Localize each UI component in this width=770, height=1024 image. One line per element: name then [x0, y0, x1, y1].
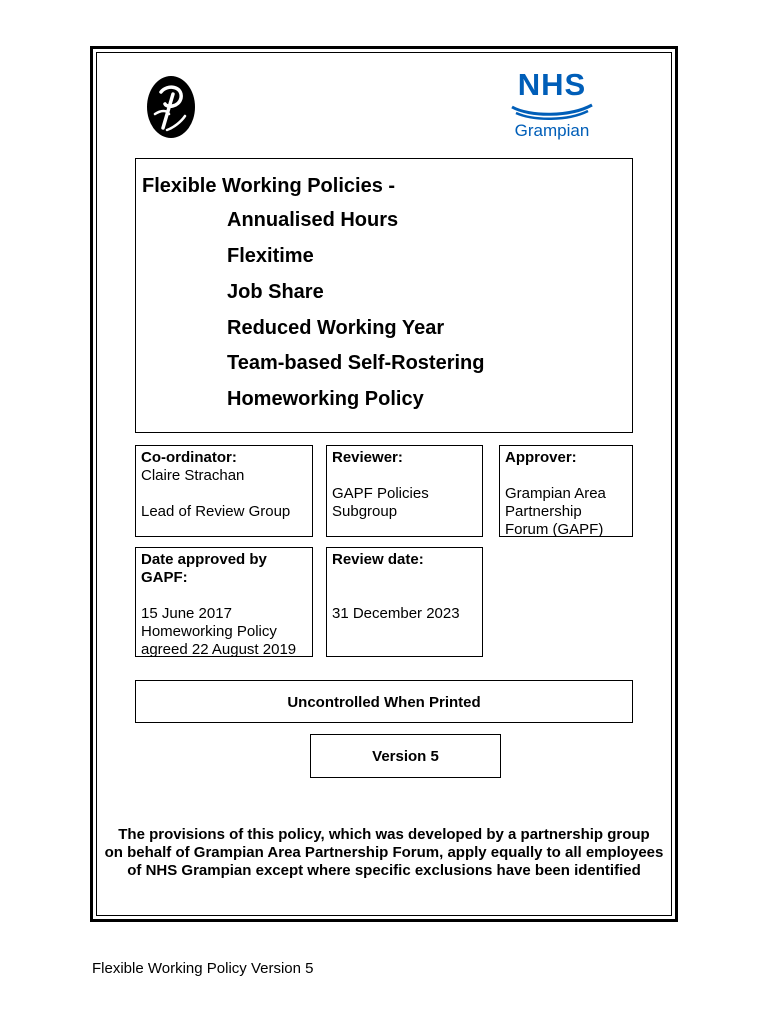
- reviewer-label: Reviewer:: [332, 449, 403, 466]
- provisions-line: of NHS Grampian except where specific exclusions have been identified: [127, 862, 641, 879]
- provisions-line: The provisions of this policy, which was developed by a partnership group: [118, 826, 650, 843]
- date-approved-label: Date approved by: [141, 551, 267, 568]
- reviewer-line: Subgroup: [332, 503, 398, 520]
- policy-title-item: Team-based Self-Rostering: [227, 352, 485, 374]
- review-date-value: 31 December 2023: [332, 605, 460, 622]
- date-approved-cell: [135, 547, 313, 657]
- policy-title-item: Flexitime: [227, 245, 314, 267]
- nhs-grampian-logo: [506, 67, 598, 147]
- page-footer: Flexible Working Policy Version 5: [92, 960, 314, 977]
- nhs-wave-icon: [510, 103, 594, 121]
- policy-title-item: Annualised Hours: [227, 209, 399, 231]
- policy-title-item: Homeworking Policy: [227, 388, 424, 410]
- uncontrolled-notice: Uncontrolled When Printed: [135, 680, 633, 723]
- date-approved-label: GAPF:: [141, 569, 188, 586]
- approver-label: Approver:: [505, 449, 577, 466]
- date-approved-value: 15 June 2017: [141, 605, 232, 622]
- coordinator-cell: [135, 445, 313, 537]
- coordinator-name: Claire Strachan: [141, 467, 245, 484]
- version-label: Version 5: [310, 734, 501, 778]
- nhs-logo-text: NHS: [517, 67, 587, 102]
- review-date-label: Review date:: [332, 551, 424, 568]
- policy-title-item: Reduced Working Year: [227, 317, 445, 339]
- coordinator-label: Co-ordinator:: [141, 449, 237, 466]
- provisions-statement: [96, 826, 672, 880]
- reviewer-cell: [326, 445, 483, 537]
- approver-line: Grampian Area: [505, 485, 606, 502]
- policy-title-item: Job Share: [227, 281, 324, 303]
- provisions-line: on behalf of Grampian Area Partnership Forum, apply equally to all employees: [104, 844, 664, 861]
- date-approved-value: agreed 22 August 2019: [141, 641, 297, 658]
- approver-line: Partnership: [505, 503, 582, 520]
- policy-title-box: [135, 158, 633, 433]
- coordinator-role: Lead of Review Group: [141, 503, 291, 520]
- date-approved-value: Homeworking Policy: [141, 623, 277, 640]
- reviewer-line: GAPF Policies: [332, 485, 429, 502]
- policy-title-heading: Flexible Working Policies -: [142, 175, 396, 197]
- stylised-p-logo-icon: [145, 74, 197, 140]
- nhs-logo-subtitle: Grampian: [514, 121, 590, 140]
- approver-cell: [499, 445, 633, 537]
- review-date-cell: [326, 547, 483, 657]
- approver-line: Forum (GAPF): [505, 521, 604, 538]
